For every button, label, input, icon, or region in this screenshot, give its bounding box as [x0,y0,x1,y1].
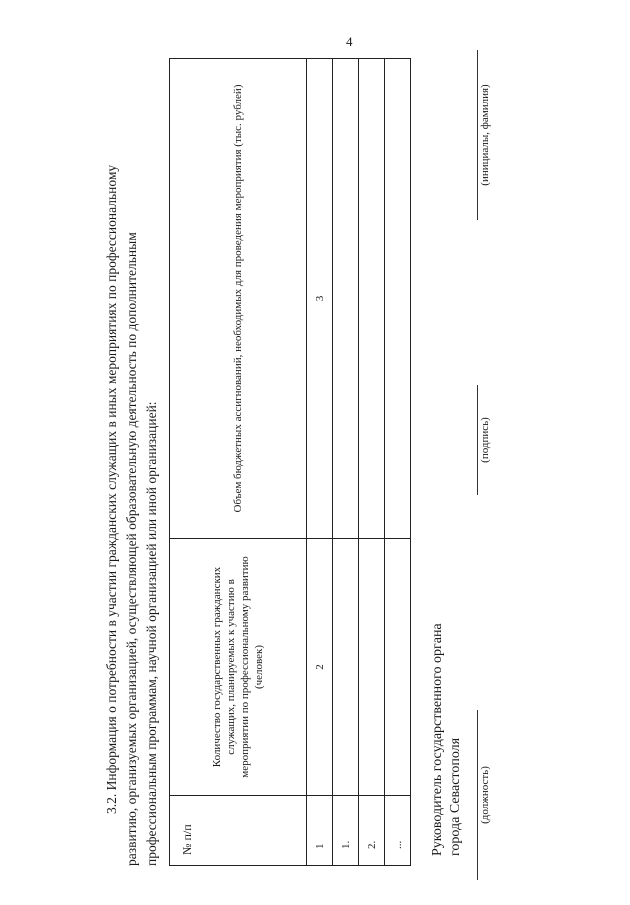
header-row-number: № п/п [170,796,307,866]
signature-label: (подпись) [479,417,491,463]
column-number-2: 2 [307,539,333,796]
signatory-line-2: города Севастополя [448,737,463,856]
employee-count-cell [333,539,359,796]
name-label: (инициалы, фамилия) [479,84,491,186]
row-number-cell: ... [385,796,411,866]
row-number-cell: 2. [359,796,385,866]
budget-volume-cell [385,59,411,539]
rotated-page-content [45,40,495,880]
budget-volume-cell [333,59,359,539]
position-line [477,710,478,880]
column-numbers-row [307,59,333,866]
heading-line-3: профессиональным программам, научной организацией или иной организацией: [144,401,159,866]
column-number-1: 1 [307,796,333,866]
heading-line-2: развитию, организуемых организацией, осуществляющей образовательную деятельность по дополнительным [124,232,139,866]
budget-volume-cell [359,59,385,539]
signatory-organization [429,623,465,856]
row-number-cell: 1. [333,796,359,866]
employee-count-cell [359,539,385,796]
position-label: (должность) [479,766,491,824]
signatory-line-1: Руководитель государственного органа [430,623,445,856]
section-heading [102,61,162,866]
participation-table [169,58,411,866]
page-number: 4 [346,34,353,49]
header-employee-count: Количество государственных гражданских служащих, планируемых к участию в мероприятии по профессиональному развитию (человек) [170,539,307,796]
column-number-3: 3 [307,59,333,539]
employee-count-cell [385,539,411,796]
table-row [359,59,385,866]
table-header-row [170,59,307,866]
table-row [385,59,411,866]
header-budget-volume: Объем бюджетных ассигнований, необходимых для проведения мероприятия (тыс. рублей) [170,59,307,539]
heading-line-1: 3.2. Информация о потребности в участии гражданских служащих в иных мероприятиях по профессиональному [104,164,119,814]
signature-line [477,385,478,495]
table-row [333,59,359,866]
name-line [477,50,478,220]
